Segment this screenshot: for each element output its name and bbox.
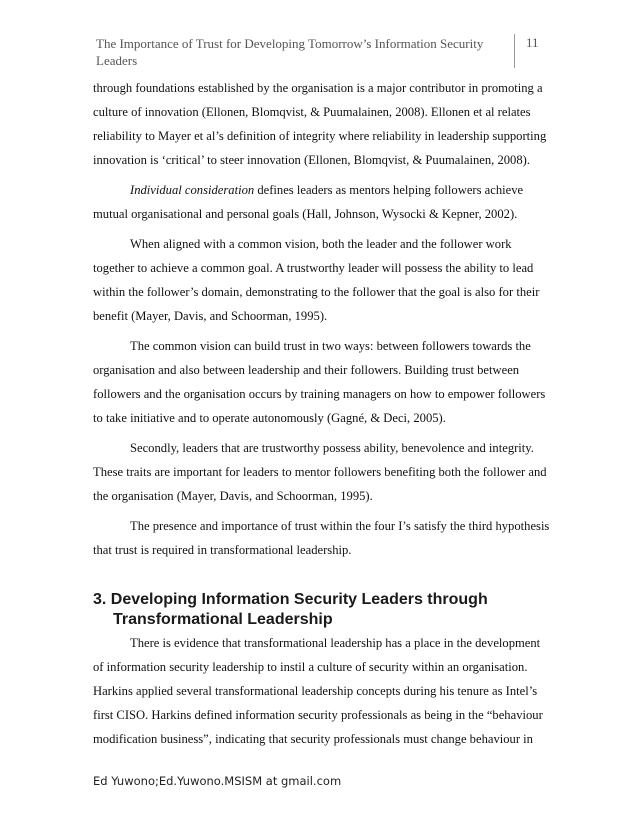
paragraph-7: There is evidence that transformational leadership has a place in the development of information security leadership to instil a culture of security within an organisation. Harkins applied several transformational leadership concepts during his tenure as Intel’s first CISO. Harkins defined information security professionals as being in the “behaviour modification business”, indicating that security professionals must change behaviour in bbox=[93, 636, 543, 746]
header-divider bbox=[514, 34, 515, 68]
paragraph-2-term: Individual consideration bbox=[130, 183, 255, 197]
body-text bbox=[93, 76, 551, 751]
section-heading: 3. Developing Information Security Leaders through Transformational Leadership bbox=[93, 591, 488, 628]
paragraph-1: through foundations established by the organisation is a major contributor in promoting a culture of innovation (Ellonen, Blomqvist, & Puumalainen, 2008). Ellonen et al relates reliability to Mayer et al’s definition of integrity where reliability in leadership supporting innovation is ‘critical’ to steer innovation (Ellonen, Blomqvist, & Puumalainen, 2008). bbox=[93, 81, 547, 167]
paragraph-2-text: defines leaders as mentors helping followers achieve mutual organisational and personal goals (Hall, Johnson, Wysocki & Kepner, 2002). bbox=[93, 183, 524, 221]
running-header: The Importance of Trust for Developing Tomorrow’s Information Security Leaders bbox=[96, 36, 484, 68]
page-footer: Ed Yuwono;Ed.Yuwono.MSISM at gmail.com bbox=[93, 774, 342, 788]
paragraph-5: Secondly, leaders that are trustworthy possess ability, benevolence and integrity. These traits are important for leaders to mentor followers benefiting both the follower and the organisation (Mayer, Davis, and Schoorman, 1995). bbox=[93, 441, 547, 503]
paragraph-2 bbox=[93, 178, 551, 226]
page-number: 11 bbox=[526, 35, 539, 50]
paragraph-3: When aligned with a common vision, both the leader and the follower work together to achieve a common goal. A trustworthy leader will possess the ability to lead within the follower’s domain, demonstrating to the follower that the goal is also for their benefit (Mayer, Davis, and Schoorman, 1995). bbox=[93, 237, 540, 323]
paragraph-4: The common vision can build trust in two ways: between followers towards the organisation and also between leadership and their followers. Building trust between followers and the organisation occurs by training managers on how to empower followers to take initiative and to operate autonomously (Gagné, & Deci, 2005). bbox=[93, 339, 546, 425]
paragraph-6: The presence and importance of trust within the four I’s satisfy the third hypothesis that trust is required in transformational leadership. bbox=[93, 519, 550, 557]
